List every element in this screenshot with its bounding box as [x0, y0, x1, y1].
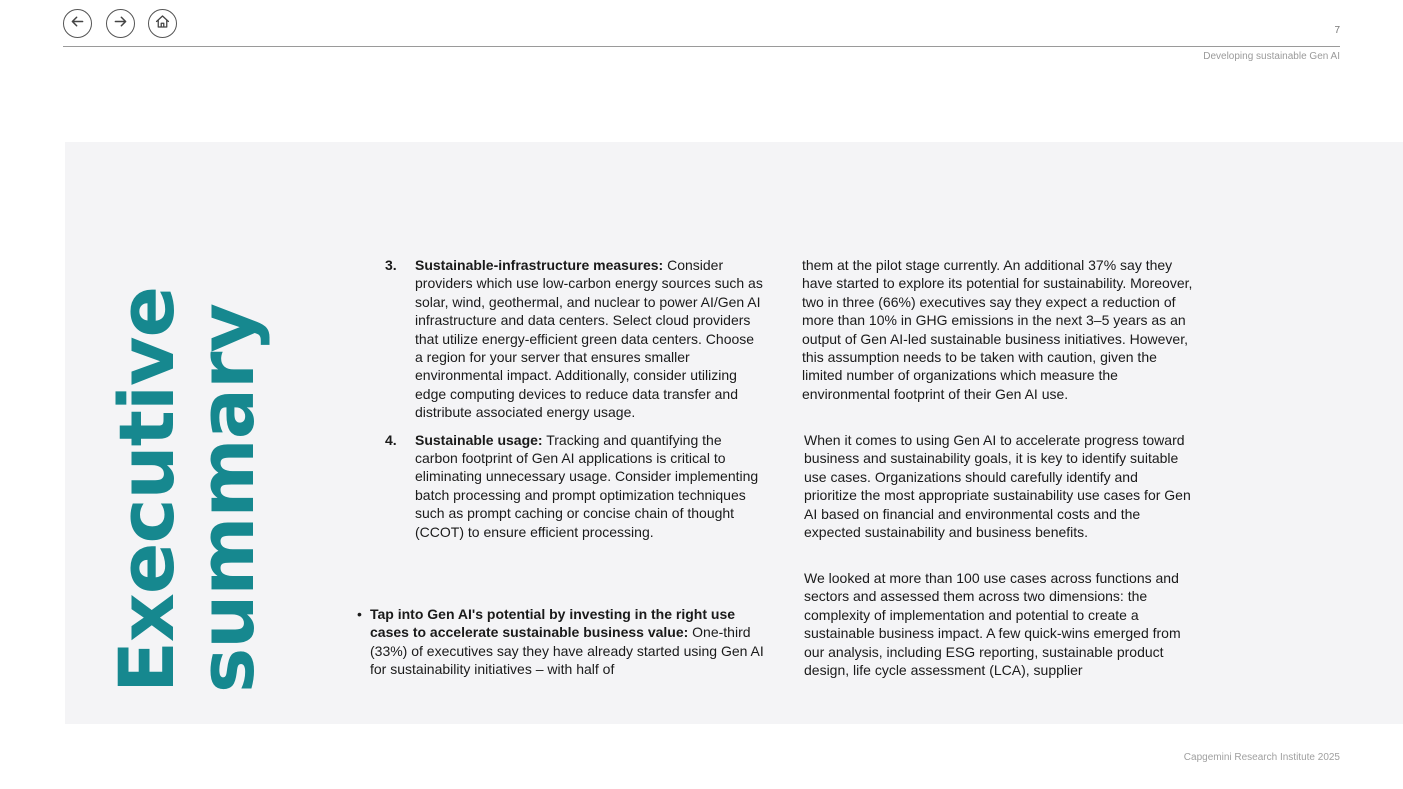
arrow-left-icon: [69, 13, 86, 35]
list-item: [370, 431, 765, 541]
list-item-body: Tracking and quantifying the carbon footprint of Gen AI applications is critical to eliminating unnecessary usage. Consider implementing batch processing and prompt optimization techniques such as prompt caching or concise chain of thought (CCOT) to ensure efficient processing.: [415, 431, 759, 540]
section-title: [102, 286, 275, 693]
list-item-body: Consider providers which use low-carbon energy sources such as solar, wind, geothermal, and nuclear to power AI/Gen AI infrastructure and data centers. Select cloud providers that utilize energy-efficient green data centers. Choose a region for your server that ensures smaller environmental impact. Additionally, consider utilizing edge computing devices to reduce data transfer and distribute associated energy usage.: [415, 257, 763, 421]
right-column-paragraph-2: [804, 431, 1194, 541]
header-divider: [63, 46, 1340, 47]
section-title-line-2: summary: [182, 303, 271, 693]
section-title-line-1: Executive: [102, 286, 191, 693]
paragraph: When it comes to using Gen AI to accelerate progress toward business and sustainability goals, it is key to identify suitable use cases. Organizations should carefully identify and prioritize the most appropriate sustainability use cases for Gen AI based on financial and environmental costs and the expected sustainability and business benefits.: [804, 432, 1191, 541]
document-title: Developing sustainable Gen AI: [1203, 51, 1340, 62]
back-button[interactable]: [63, 9, 92, 38]
page-number: 7: [1334, 25, 1340, 36]
list-item-heading: Sustainable usage:: [415, 431, 543, 448]
list-item-heading: Sustainable-infrastructure measures:: [415, 257, 664, 273]
bullet-heading: Tap into Gen AI's potential by investing in the right use cases to accelerate sustainable business value:: [370, 606, 736, 641]
home-button[interactable]: [148, 9, 177, 38]
left-column: [370, 256, 765, 550]
bullet-point: [356, 605, 766, 679]
paragraph: them at the pilot stage currently. An additional 37% say they have started to explore its potential for sustainability. Moreover, two in three (66%) executives say they expect a reduction of more than 10% in GHG emissions in the next 3–5 years as an output of Gen AI-led sustainable business initiatives. However, this assumption needs to be taken with caution, given the limited number of organizations which measure the environmental footprint of their Gen AI use.: [802, 257, 1193, 402]
bullet-symbol: •: [357, 606, 362, 622]
arrow-right-icon: [112, 13, 129, 35]
right-column-paragraph-3: [804, 569, 1194, 679]
forward-button[interactable]: [106, 9, 135, 38]
bullet-body: One-third (33%) of executives say they have already started using Gen AI for sustainability initiatives – with half of: [370, 624, 764, 678]
home-icon: [154, 13, 171, 35]
paragraph: We looked at more than 100 use cases across functions and sectors and assessed them across two dimensions: the complexity of implementation and potential to create a sustainable business impact. A few quick-wins emerged from our analysis, including ESG reporting, sustainable product design, life cycle assessment (LCA), supplier: [804, 570, 1181, 679]
list-item: [370, 256, 765, 422]
footer-text: Capgemini Research Institute 2025: [1183, 752, 1340, 763]
list-number: 3.: [385, 257, 397, 273]
right-column-paragraph-1: [802, 256, 1194, 403]
list-number: 4.: [385, 431, 397, 448]
